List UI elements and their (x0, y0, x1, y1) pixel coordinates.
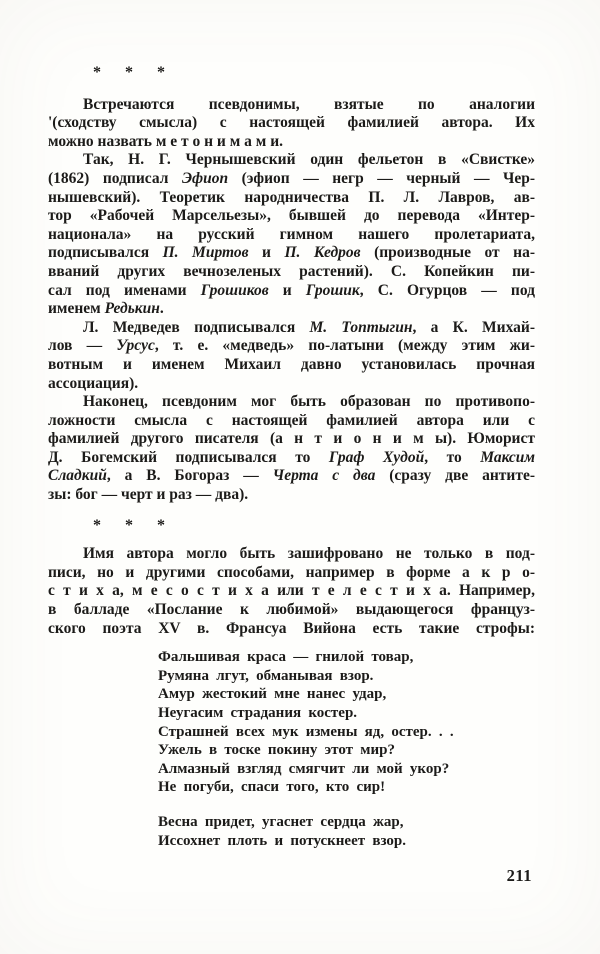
verse-stanza (48, 813, 535, 850)
paragraph (48, 545, 535, 638)
text-segment: Л. Медведев подписывался (83, 318, 310, 336)
text-segment: (1862) подписал (48, 169, 182, 187)
text-line (48, 412, 535, 431)
text-segment: Д. Богемский подписывался то (48, 448, 329, 466)
italic-pseudonym: Сладкий (48, 467, 107, 485)
italic-pseudonym: Грошик (305, 281, 360, 299)
paragraph (48, 151, 535, 318)
verse-line: Иссохнет плоть и потускнеет взор. (158, 832, 406, 849)
text-line (48, 601, 535, 620)
italic-pseudonym: Грошиков (200, 281, 269, 299)
verse-stanza (48, 648, 535, 797)
text-line (48, 300, 535, 319)
text-segment: ского поэта XV в. Франсуа Вийона есть такие строфы: (48, 619, 535, 637)
text-segment: Наконец, псевдоним мог быть образован по противопо- (83, 393, 535, 411)
verse-line: Страшней всех мук измены яд, остер. . . (158, 723, 454, 740)
text-segment: подписывался (48, 244, 163, 262)
verse-line: Фальшивая краса — гнилой товар, (158, 649, 414, 666)
paragraph (48, 96, 535, 152)
text-line (48, 545, 535, 564)
verse-line: Амур жестокий мне нанес удар, (158, 686, 387, 703)
text-segment: '(сходству смысла) с настоящей фамилией автора. Их (48, 114, 535, 132)
text-segment: Встречаются псевдонимы, взятые по аналогии (83, 95, 535, 113)
text-segment: лов — (48, 337, 117, 355)
text-segment: вваний других вечнозеленых растений). С. Копейкин пи- (48, 262, 535, 280)
text-line (48, 620, 535, 639)
italic-pseudonym: Максим (480, 448, 535, 466)
section-separator: * * * (93, 516, 165, 534)
text-segment: (производные от на- (360, 244, 535, 262)
verse-line: Ужель в тоске покину этот мир? (158, 742, 395, 759)
text-line (48, 114, 535, 133)
text-segment: , а К. Михай- (412, 318, 535, 336)
paragraph (48, 393, 535, 505)
italic-pseudonym: Редькин (104, 300, 160, 318)
text-segment: , С. Огурцов — под (359, 281, 535, 299)
text-line (48, 564, 535, 583)
section-separator: * * * (93, 64, 165, 81)
text-segment: писи, но и другими способами, например в форме а к р о- (48, 563, 535, 581)
verse-line: Не погуби, спаси того, кто сир! (158, 779, 386, 796)
text-segment: и (248, 244, 285, 262)
verse-line: Неугасим страдания костер. (158, 705, 358, 721)
text-segment: в балладе «Послание к любимой» выдающегося француз- (48, 601, 535, 619)
text-segment: , а В. Богораз — (106, 467, 273, 485)
italic-pseudonym: М. Топтыгин (309, 318, 413, 336)
text-line (48, 170, 535, 189)
text-segment: тор «Рабочей Марсельезы», бывшей до перевода «Интер- (48, 207, 535, 225)
italic-pseudonym: Граф Худой (328, 448, 425, 466)
text-line (48, 207, 535, 226)
text-segment: фамилией другого писателя (а н т и о н и м ы). Юморист (48, 430, 535, 448)
text-block (48, 64, 535, 850)
text-segment: Так, Н. Г. Чернышевский один фельетон в «Свистке» (83, 151, 535, 169)
italic-pseudonym: Эфиоп (181, 169, 229, 187)
text-segment: нышевский). Теоретик народничества П. Л. Лавров, ав- (48, 188, 535, 206)
text-line (48, 263, 535, 282)
italic-pseudonym: П. Кедров (284, 244, 361, 262)
text-segment: зы: бог — черт и раз — два). (48, 486, 249, 504)
text-segment: , т. е. «медведь» по-латыни (между этим жи- (154, 337, 535, 355)
text-line (48, 449, 535, 468)
text-line (48, 189, 535, 208)
text-segment: (эфиоп — негр — черный — Чер- (228, 169, 535, 187)
italic-pseudonym: Урсус (116, 337, 155, 355)
text-line (48, 96, 535, 115)
italic-pseudonym: П. Миртов (162, 244, 249, 262)
text-line (48, 430, 535, 449)
text-segment: национала» на русский гимном нашего пролетариата, (48, 225, 535, 243)
text-segment: вотным и именем Михаил давно установилась прочная (48, 355, 535, 373)
text-segment: Имя автора могло быть зашифровано не только в под- (83, 545, 535, 563)
text-segment: можно назвать м е т о н и м а м и. (48, 132, 284, 150)
text-segment: сал под именами (48, 281, 201, 299)
text-line (48, 337, 535, 356)
text-line (48, 582, 535, 601)
text-segment: . (159, 300, 164, 318)
text-segment: ассоциация). (48, 374, 139, 392)
verse-line: Румяна лгут, обманывая взор. (158, 667, 374, 684)
text-line (48, 226, 535, 245)
italic-pseudonym: Черта с два (272, 467, 376, 485)
text-line (48, 375, 535, 394)
text-line (48, 244, 535, 263)
text-line (48, 467, 535, 486)
text-segment: , то (424, 448, 481, 466)
text-line (48, 319, 535, 338)
verse-line: Алмазный взгляд смягчит ли мой укор? (158, 760, 450, 777)
verse-line: Весна придет, угаснет сердца жар, (158, 813, 404, 830)
text-line (48, 282, 535, 301)
text-line (48, 151, 535, 170)
text-segment: ложности смысла с настоящей фамилией автора или с (48, 411, 535, 429)
text-line (48, 486, 535, 505)
page-number: 211 (506, 866, 532, 885)
text-segment: и (268, 281, 306, 299)
text-segment: (сразу две антите- (375, 467, 535, 485)
text-line (48, 356, 535, 375)
paragraph (48, 319, 535, 393)
text-line (48, 393, 535, 412)
text-segment: с т и х а, м е с о с т и х а или т е л е с т и х а. Например, (48, 582, 535, 600)
text-segment: именем (48, 300, 105, 318)
text-line (48, 133, 535, 152)
